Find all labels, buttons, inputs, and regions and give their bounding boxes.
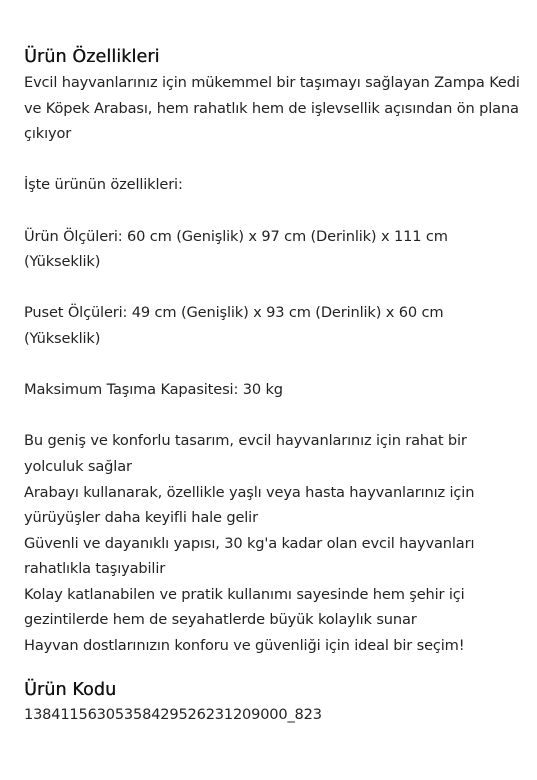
spacer bbox=[24, 352, 524, 378]
spacer bbox=[24, 275, 524, 301]
spacer bbox=[24, 198, 524, 224]
spacer bbox=[24, 147, 524, 173]
benefits-list bbox=[24, 428, 524, 658]
features-heading: Ürün Özellikleri bbox=[24, 47, 160, 67]
benefit-item: Arabayı kullanarak, özellikle yaşlı veya hasta hayvanlarınız için yürüyüşler daha keyifli hale gelir bbox=[24, 483, 475, 527]
stroller-dimensions: Puset Ölçüleri: 49 cm (Genişlik) x 93 cm (Derinlik) x 60 cm (Yükseklik) bbox=[24, 304, 444, 347]
product-code-heading: Ürün Kodu bbox=[24, 679, 117, 700]
features-list-intro: İşte ürünün özellikleri: bbox=[24, 176, 183, 194]
product-code-value: 1384115630535842952623120900​0_823 bbox=[24, 705, 322, 723]
benefit-item: Güvenli ve dayanıklı yapısı, 30 kg'a kadar olan evcil hayvanları rahatlıkla taşıyabilir bbox=[24, 534, 475, 578]
max-capacity: Maksimum Taşıma Kapasitesi: 30 kg bbox=[24, 381, 283, 399]
features-intro: Evcil hayvanlarınız için mükemmel bir taşımayı sağlayan Zampa Kedi ve Köpek Arabası, hem rahatlık hem de işlevsellik açısından ön plana çıkıyor bbox=[24, 74, 520, 143]
benefit-item: Bu geniş ve konforlu tasarım, evcil hayvanlarınız için rahat bir yolculuk sağlar bbox=[24, 432, 467, 475]
spacer bbox=[24, 403, 524, 429]
benefit-item: Kolay katlanabilen ve pratik kullanımı sayesinde hem şehir içi gezintilerde hem de seyahatlerde büyük kolaylık sunar bbox=[24, 585, 465, 629]
product-dimensions: Ürün Ölçüleri: 60 cm (Genişlik) x 97 cm (Derinlik) x 111 cm (Yükseklik) bbox=[24, 227, 448, 271]
product-description bbox=[24, 44, 524, 727]
benefit-item: Hayvan dostlarınızın konforu ve güvenliği için ideal bir seçim! bbox=[24, 637, 465, 655]
